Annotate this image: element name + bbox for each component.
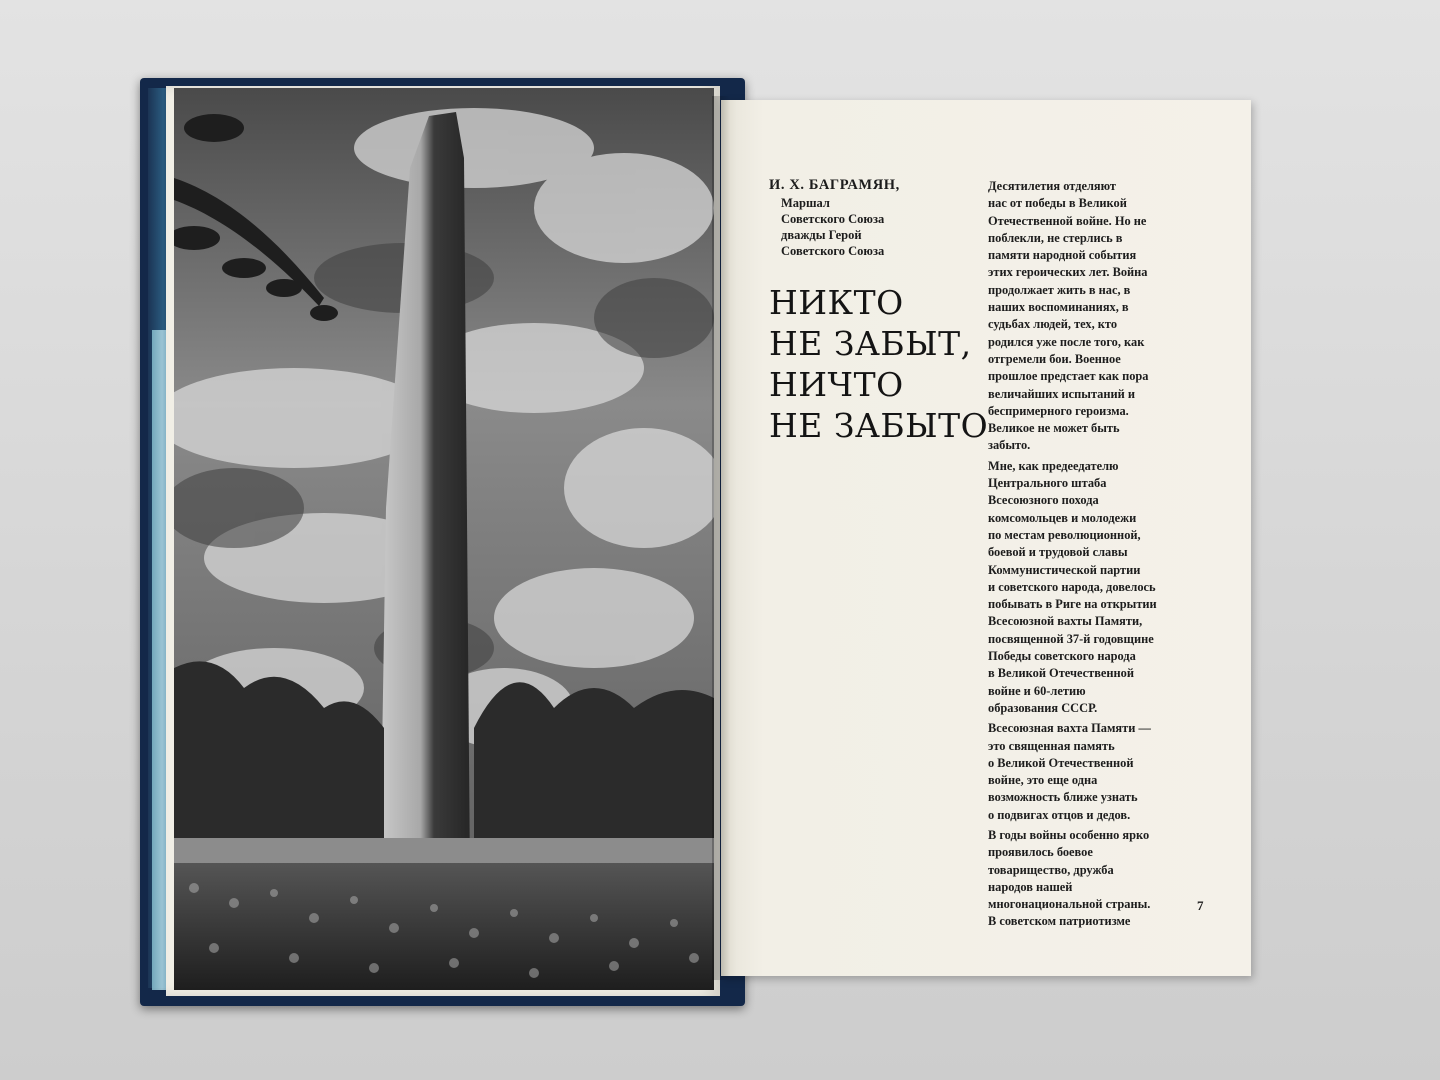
body-paragraph	[988, 458, 1223, 717]
author-block	[767, 176, 967, 259]
crowd	[174, 863, 714, 990]
page-number: 7	[1197, 898, 1204, 913]
body-line: судьбах людей, тех, кто	[988, 317, 1118, 332]
body-line: В годы войны особенно ярко	[988, 827, 1150, 842]
body-line: отгремели бои. Военное	[988, 351, 1121, 366]
body-line: прошлое предстает как пора	[988, 369, 1149, 384]
body-line: посвященной 37-й годовщине	[988, 631, 1154, 646]
article-body	[988, 178, 1223, 934]
body-line: проявилось боевое	[988, 845, 1093, 860]
headline-line: НИЧТО	[769, 365, 904, 404]
body-line: возможность ближе узнать	[988, 790, 1138, 805]
memorial-photo	[174, 88, 714, 990]
body-line: Центрального штаба	[988, 476, 1107, 491]
body-line: многонациональной страны.	[988, 897, 1151, 912]
body-line: беспримерного героизма.	[988, 403, 1129, 418]
body-line: образования СССР.	[988, 700, 1098, 715]
body-paragraph	[988, 178, 1223, 455]
body-line: величайших испытаний и	[988, 386, 1136, 401]
body-line: Коммунистической партии	[988, 562, 1141, 577]
headline-line: НЕ ЗАБЫТ,	[769, 324, 972, 363]
body-line: о Великой Отечественной	[988, 755, 1134, 770]
body-line: о подвигах отцов и дедов.	[988, 807, 1131, 822]
body-line: в Великой Отечественной	[988, 666, 1134, 681]
body-paragraph	[988, 827, 1223, 931]
body-line: забыто.	[988, 438, 1031, 453]
body-line: Отечественной войне. Но не	[988, 213, 1147, 228]
body-line: товарищество, дружба	[988, 862, 1114, 877]
body-line: нас от победы в Великой	[988, 196, 1127, 211]
body-line: войне, это еще одна	[988, 773, 1098, 788]
body-line: этих героических лет. Война	[988, 265, 1148, 280]
body-line: это священная память	[988, 738, 1115, 753]
author-title-line: Советского Союза	[781, 212, 885, 226]
body-line: и советского народа, довелось	[988, 579, 1156, 594]
body-line: войне и 60-летию	[988, 683, 1086, 698]
headline-line: НЕ ЗАБЫТО	[769, 406, 989, 445]
article-headline	[769, 282, 989, 446]
body-line: В советском патриотизме	[988, 914, 1131, 929]
author-name: И. Х. БАГРАМЯН,	[769, 177, 900, 193]
body-line: памяти народной события	[988, 248, 1137, 263]
body-line: комсомольцев и молодежи	[988, 510, 1137, 525]
body-paragraph	[988, 720, 1223, 824]
body-line: боевой и трудовой славы	[988, 545, 1128, 560]
body-line: по местам революционной,	[988, 527, 1141, 542]
body-line: Всесоюзная вахта Памяти —	[988, 721, 1151, 736]
body-line: Победы советского народа	[988, 649, 1136, 664]
body-line: Мне, как предеедателю	[988, 458, 1119, 473]
headline-line: НИКТО	[769, 283, 904, 322]
body-line: побывать в Риге на открытии	[988, 597, 1157, 612]
body-line: Всесоюзного похода	[988, 493, 1099, 508]
body-line: Всесоюзной вахты Памяти,	[988, 614, 1143, 629]
body-line: родился уже после того, как	[988, 334, 1145, 349]
body-line: поблекли, не стерлись в	[988, 230, 1123, 245]
body-line: продолжает жить в нас, в	[988, 282, 1131, 297]
body-line: народов нашей	[988, 879, 1073, 894]
author-title-line: дважды Герой	[781, 228, 862, 242]
body-line: Великое не может быть	[988, 421, 1120, 436]
author-title-line: Советского Союза	[781, 244, 885, 258]
body-line: наших воспоминаниях, в	[988, 300, 1129, 315]
gutter-shadow	[712, 96, 730, 980]
author-title-line: Маршал	[781, 196, 830, 210]
body-line: Десятилетия отделяют	[988, 179, 1117, 193]
